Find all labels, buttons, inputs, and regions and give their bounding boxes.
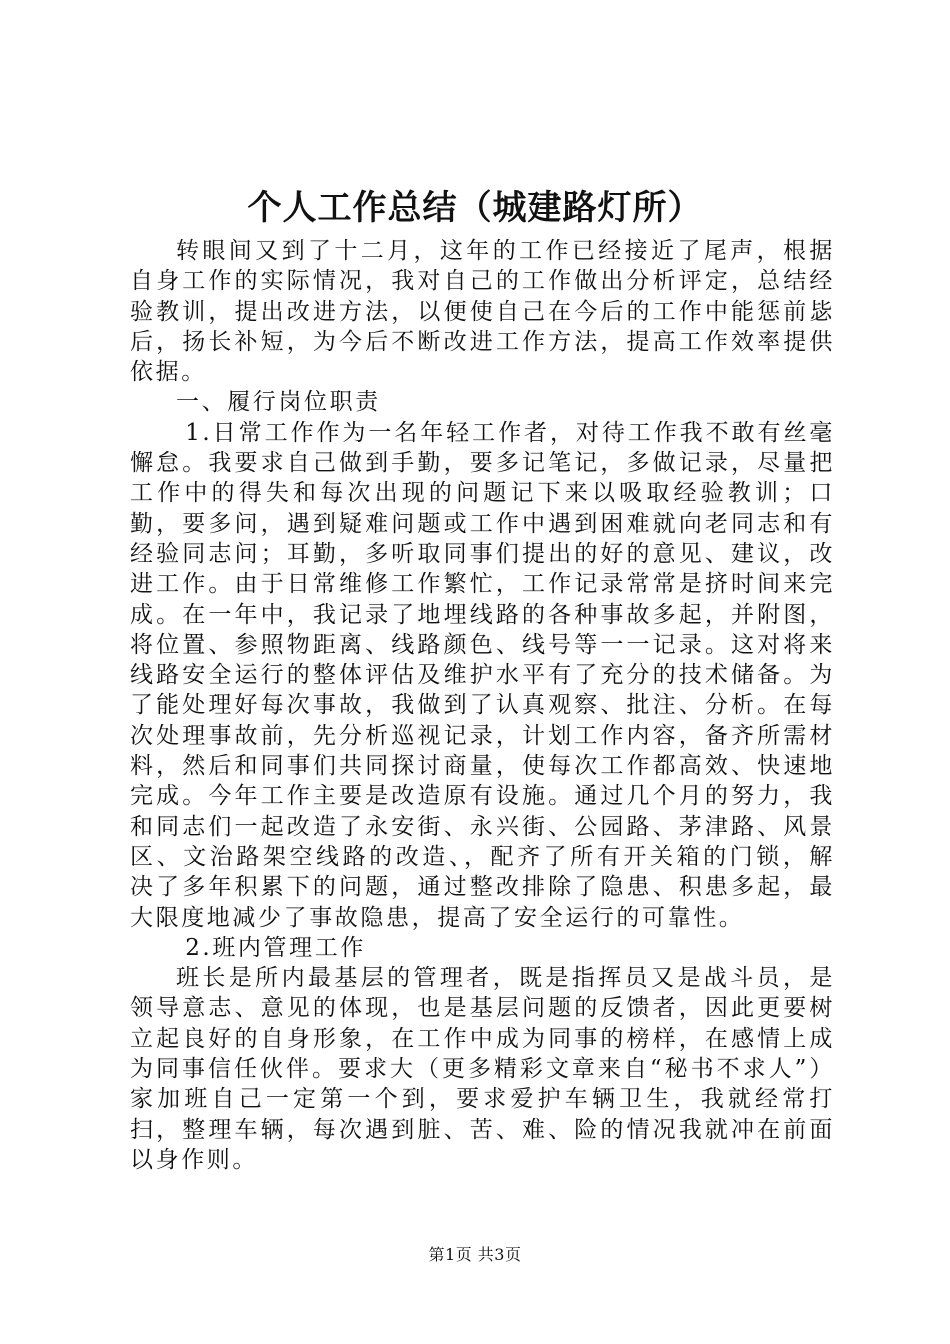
paragraph-daily-work: 1.日常工作作为一名年轻工作者，对待工作我不敢有丝毫懈怠。我要求自己做到手勤，要多记笔记，多做记录，尽量把工作中的得失和每次出现的问题记下来以吸取经验教训；口勤，要多问，遇到疑难问题或工作中遇到困难就向老同志和有经验同志问；耳勤，多听取同事们提出的好的意见、建议，改进工作。由于日常维修工作繁忙，工作记录常常是挤时间来完成。在一年中，我记录了地埋线路的各种事故多起，并附图，将位置、参照物距离、线路颜色、线号等一一记录。这对将来线路安全运行的整体评估及维护水平有了充分的技术储备。为了能处理好每次事故，我做到了认真观察、批注、分析。在每次处理事故前，先分析巡视记录，计划工作内容，备齐所需材料，然后和同事们共同探讨商量，使每次工作都高效、快速地完成。今年工作主要是改造原有设施。通过几个月的努力，我和同志们一起改造了永安街、永兴街、公园路、茅津路、风景区、文治路架空线路的改造、，配齐了所有开关箱的门锁，解决了多年积累下的问题，通过整改排除了隐患、积患多起，最大限度地减少了事故隐患，提高了安全运行的可靠性。 — [130, 419, 835, 931]
subheading-team-management: 2.班内管理工作 — [185, 934, 366, 961]
document-title: 个人工作总结（城建路灯所） — [247, 188, 703, 228]
paragraph-intro: 转眼间又到了十二月，这年的工作已经接近了尾声，根据自身工作的实际情况，我对自己的工作做出分析评定，总结经验教训，提出改进方法，以便使自己在今后的工作中能惩前毖后，扬长补短，为今后不断改进工作方法，提高工作效率提供依据。 — [130, 238, 835, 386]
document-body — [130, 236, 835, 1175]
section-heading-duties: 一、履行岗位职责 — [176, 389, 381, 416]
paragraph-team-management: 班长是所内最基层的管理者，既是指挥员又是战斗员，是领导意志、意见的体现，也是基层问题的反馈者，因此更要树立起良好的自身形象，在工作中成为同事的榜样，在感情上成为同事信任伙伴。要求大（更多精彩文章来自“秘书不求人”）家加班自己一定第一个到，要求爱护车辆卫生，我就经常打扫，整理车辆，每次遇到脏、苦、难、险的情况我就冲在前面以身作则。 — [130, 965, 835, 1173]
page-number-footer: 第1页 共3页 — [428, 1245, 522, 1264]
